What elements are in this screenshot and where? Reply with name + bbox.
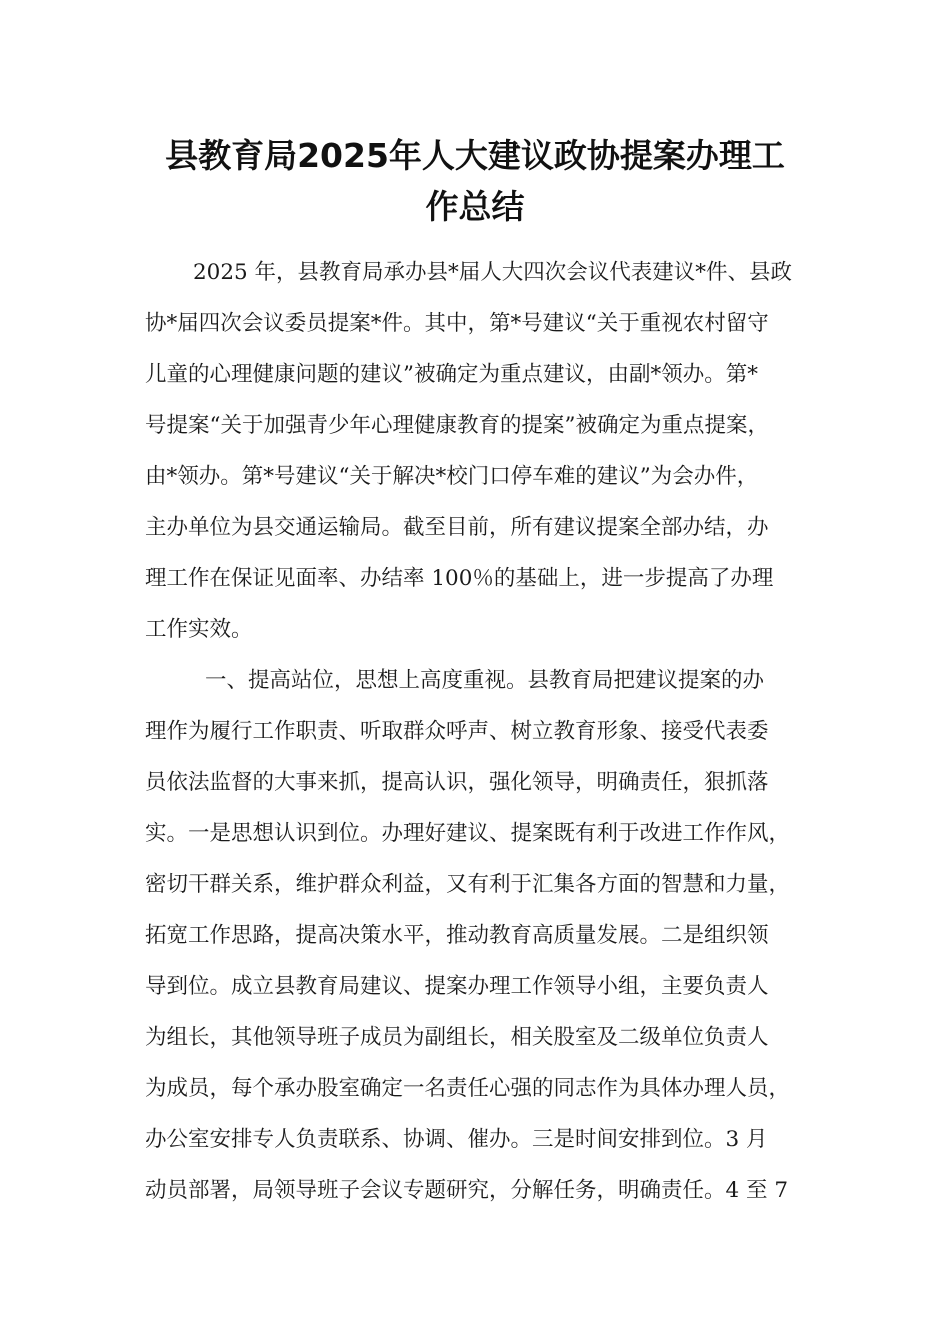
body-line-16: 为组长，其他领导班子成员为副组长，相关股室及二级单位负责人 <box>145 1025 769 1050</box>
body-line-12: 实。一是思想认识到位。办理好建议、提案既有利于改进工作作风， <box>145 821 791 846</box>
document-title-line-2: 作总结 <box>425 187 525 226</box>
body-line-6: 主办单位为县交通运输局。截至目前，所有建议提案全部办结，办 <box>145 515 769 540</box>
body-line-19: 动员部署，局领导班子会议专题研究，分解任务，明确责任。4 至 7 <box>145 1178 789 1203</box>
body-line-1: 2025 年，县教育局承办县*届人大四次会议代表建议*件、县政 <box>193 260 793 285</box>
body-line-8: 工作实效。 <box>145 617 253 642</box>
body-line-13: 密切干群关系，维护群众利益，又有利于汇集各方面的智慧和力量， <box>145 872 791 897</box>
body-line-15: 导到位。成立县教育局建议、提案办理工作领导小组，主要负责人 <box>145 974 769 999</box>
body-line-5: 由*领办。第*号建议“关于解决*校门口停车难的建议”为会办件， <box>145 464 759 489</box>
body-line-11: 员依法监督的大事来抓，提高认识，强化领导，明确责任，狠抓落 <box>145 770 769 795</box>
body-line-10: 理作为履行工作职责、听取群众呼声、树立教育形象、接受代表委 <box>145 719 769 744</box>
body-line-2: 协*届四次会议委员提案*件。其中，第*号建议“关于重视农村留守 <box>145 311 769 336</box>
body-line-14: 拓宽工作思路，提高决策水平，推动教育高质量发展。二是组织领 <box>145 923 769 948</box>
body-line-3: 儿童的心理健康问题的建议”被确定为重点建议，由副*领办。第* <box>145 362 758 387</box>
body-line-7: 理工作在保证见面率、办结率 100％的基础上，进一步提高了办理 <box>145 566 774 591</box>
body-line-9: 一、提高站位，思想上高度重视。县教育局把建议提案的办 <box>205 668 765 693</box>
body-line-4: 号提案“关于加强青少年心理健康教育的提案”被确定为重点提案， <box>145 413 769 438</box>
body-line-18: 办公室安排专人负责联系、协调、催办。三是时间安排到位。3 月 <box>145 1127 768 1152</box>
document-title-line-1: 县教育局2025年人大建议政协提案办理工 <box>165 136 785 175</box>
body-line-17: 为成员，每个承办股室确定一名责任心强的同志作为具体办理人员， <box>145 1076 791 1101</box>
